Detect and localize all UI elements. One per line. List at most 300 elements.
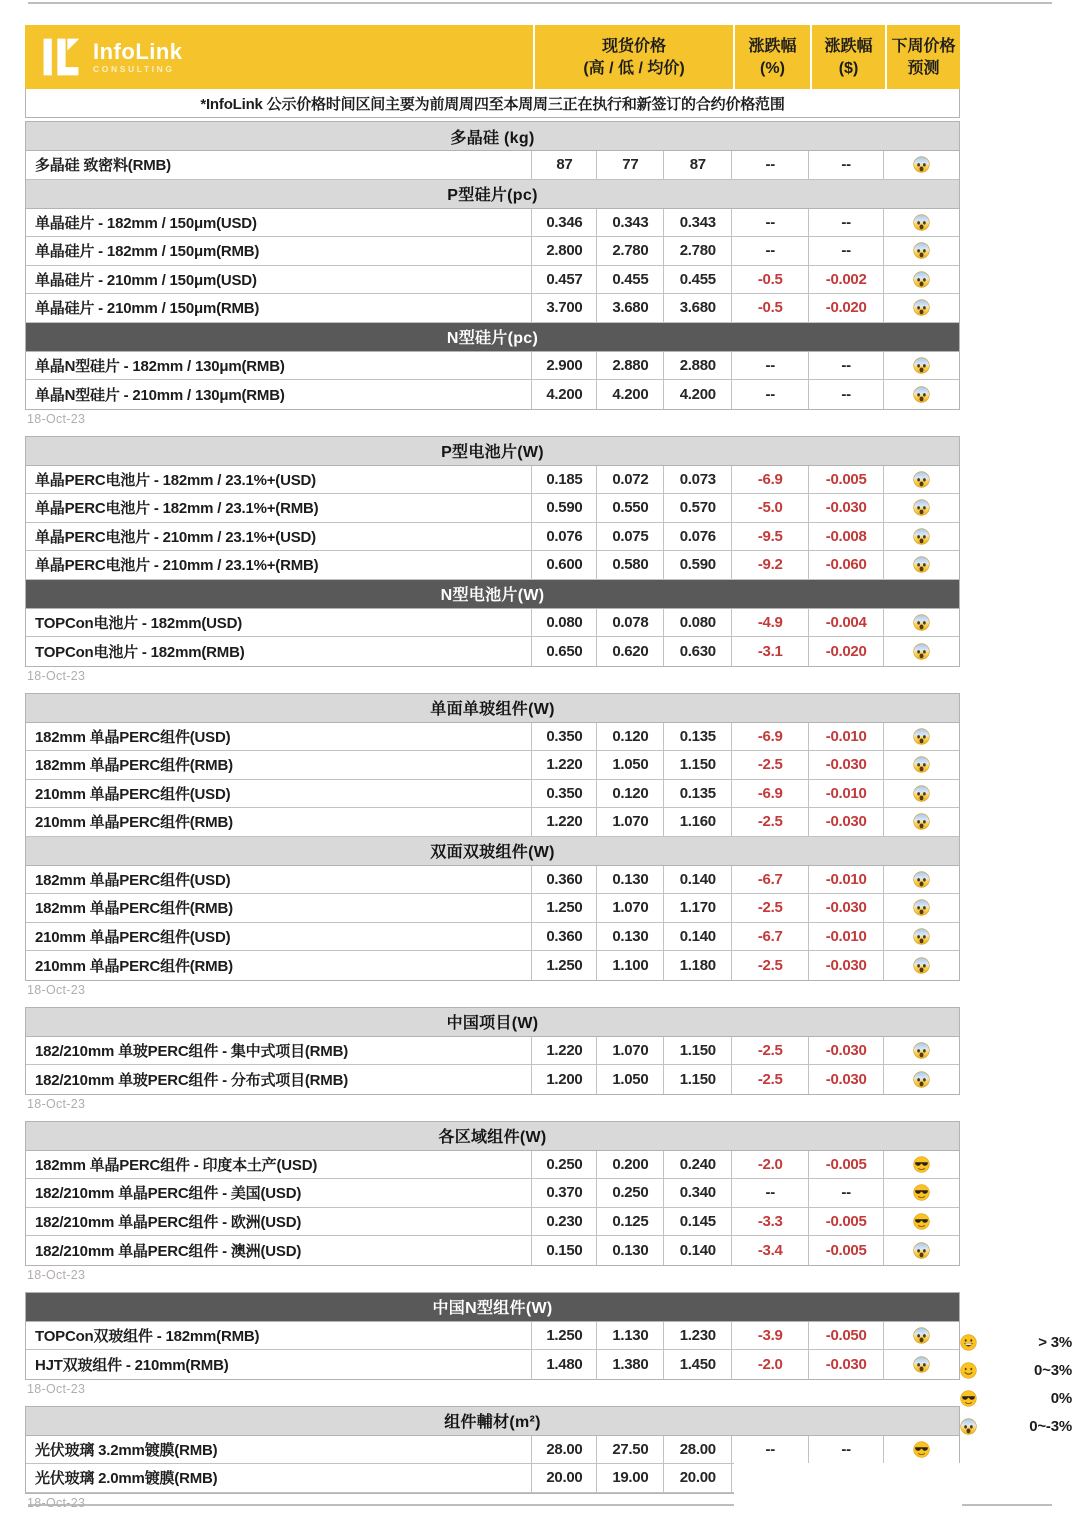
avg-price-cell-value: 87 <box>689 156 706 174</box>
low-price-cell <box>597 1151 664 1179</box>
scream-face-icon <box>913 785 930 802</box>
avg-price-cell <box>664 1037 732 1065</box>
high-price-cell <box>532 894 597 922</box>
cool-face-icon <box>913 1441 930 1458</box>
low-price-cell <box>597 894 664 922</box>
forecast-cell <box>884 609 959 637</box>
avg-price-cell <box>664 1236 732 1265</box>
change-usd-cell <box>809 551 884 579</box>
row-label-value: 多晶硅 致密料(RMB) <box>35 157 171 175</box>
low-price-cell-value: 0.075 <box>612 527 649 545</box>
row-label <box>26 866 532 894</box>
high-price-cell-value: 0.250 <box>546 1155 583 1173</box>
block-date: 18-Oct-23 <box>27 1495 86 1510</box>
price-row <box>26 551 959 580</box>
change-pct-cell <box>732 894 809 922</box>
change-pct-cell <box>732 380 809 409</box>
avg-price-cell-value: 0.140 <box>679 927 716 945</box>
forecast-cell <box>884 209 959 237</box>
high-price-cell-value: 0.370 <box>546 1184 583 1202</box>
low-price-cell-value: 0.078 <box>612 613 649 631</box>
change-pct-cell <box>732 209 809 237</box>
scream-face-icon <box>913 299 930 316</box>
change-usd-cell <box>809 1350 884 1379</box>
low-price-cell <box>597 609 664 637</box>
change-pct-cell-value: -2.5 <box>757 956 783 974</box>
change-usd-cell-value: -- <box>841 385 851 403</box>
row-label-value: 182mm 单晶PERC组件(RMB) <box>35 757 233 775</box>
section-header: P型硅片(pc) <box>26 180 959 209</box>
high-price-cell <box>532 466 597 494</box>
section-header: 各区域组件(W) <box>26 1122 959 1151</box>
avg-price-cell-value: 1.150 <box>679 756 716 774</box>
low-price-cell <box>597 1350 664 1379</box>
price-row <box>26 237 959 266</box>
change-pct-cell <box>732 237 809 265</box>
scream-face-icon <box>913 957 930 974</box>
price-row <box>26 808 959 837</box>
scream-face-icon <box>913 928 930 945</box>
price-row <box>26 1037 959 1066</box>
change-pct-cell-value: -6.9 <box>757 470 783 488</box>
high-price-cell-value: 0.600 <box>546 556 583 574</box>
row-label <box>26 237 532 265</box>
avg-price-cell-value: 0.076 <box>679 527 716 545</box>
price-row <box>26 951 959 980</box>
change-usd-cell <box>809 723 884 751</box>
scream-face-icon <box>913 1042 930 1059</box>
row-label-value: 光伏玻璃 2.0mm镀膜(RMB) <box>35 1470 218 1488</box>
high-price-cell <box>532 1350 597 1379</box>
change-usd-cell-value: -0.030 <box>825 1041 867 1059</box>
low-price-cell <box>597 523 664 551</box>
change-usd-cell <box>809 209 884 237</box>
low-price-cell-value: 0.130 <box>612 927 649 945</box>
scream-face-icon <box>913 1356 930 1373</box>
row-label <box>26 951 532 980</box>
top-border-line <box>28 2 1052 4</box>
price-row <box>26 637 959 666</box>
scream-face-icon <box>913 614 930 631</box>
high-price-cell <box>532 151 597 179</box>
row-label <box>26 209 532 237</box>
legend-label: 0~3% <box>1034 1362 1072 1379</box>
change-pct-cell-value: -- <box>765 1184 775 1202</box>
high-price-cell <box>532 1151 597 1179</box>
row-label <box>26 609 532 637</box>
low-price-cell-value: 77 <box>622 156 639 174</box>
change-pct-cell <box>732 266 809 294</box>
low-price-cell <box>597 637 664 666</box>
table-block <box>25 1292 960 1380</box>
legend-label: > 3% <box>1038 1334 1072 1351</box>
change-pct-cell <box>732 294 809 322</box>
high-price-cell <box>532 494 597 522</box>
price-row <box>26 151 959 180</box>
high-price-cell <box>532 1236 597 1265</box>
change-pct-cell-value: -6.7 <box>757 870 783 888</box>
cool-face-icon <box>960 1390 977 1407</box>
price-row <box>26 894 959 923</box>
low-price-cell <box>597 237 664 265</box>
forecast-cell <box>884 723 959 751</box>
forecast-cell <box>884 894 959 922</box>
change-pct-cell-value: -3.1 <box>757 642 783 660</box>
change-pct-cell-value: -6.9 <box>757 784 783 802</box>
change-pct-cell-value: -5.0 <box>757 499 783 517</box>
low-price-cell-value: 0.250 <box>612 1184 649 1202</box>
avg-price-cell <box>664 466 732 494</box>
high-price-cell-value: 20.00 <box>546 1469 583 1487</box>
avg-price-cell-value: 3.680 <box>679 299 716 317</box>
avg-price-cell <box>664 923 732 951</box>
forecast-legend <box>960 1334 1072 1446</box>
low-price-cell <box>597 551 664 579</box>
change-pct-cell-value: -3.9 <box>757 1326 783 1344</box>
high-price-cell <box>532 352 597 380</box>
forecast-cell <box>884 1208 959 1236</box>
avg-price-cell-value: 0.135 <box>679 784 716 802</box>
change-usd-cell <box>809 951 884 980</box>
scream-face-icon <box>913 813 930 830</box>
row-label <box>26 780 532 808</box>
change-pct-cell-value: -6.7 <box>757 927 783 945</box>
price-row <box>26 266 959 295</box>
change-pct-cell <box>732 494 809 522</box>
forecast-cell <box>884 637 959 666</box>
blocks-container <box>25 121 960 1510</box>
column-header-change-pct <box>733 25 810 89</box>
legend-item <box>960 1334 1072 1351</box>
price-row <box>26 294 959 323</box>
column-header-change-usd <box>810 25 885 89</box>
high-price-cell-value: 0.346 <box>546 213 583 231</box>
scream-face-icon <box>913 1242 930 1259</box>
block-date: 18-Oct-23 <box>27 1096 86 1111</box>
grin-face-icon <box>960 1334 977 1351</box>
row-label <box>26 751 532 779</box>
change-pct-cell <box>732 609 809 637</box>
high-price-cell-value: 0.080 <box>546 613 583 631</box>
scream-face-icon <box>913 528 930 545</box>
change-usd-cell <box>809 923 884 951</box>
avg-price-cell <box>664 523 732 551</box>
forecast-cell <box>884 1322 959 1350</box>
change-usd-cell <box>809 466 884 494</box>
avg-price-cell-value: 0.340 <box>679 1184 716 1202</box>
change-pct-cell-value: -9.2 <box>757 556 783 574</box>
row-label-value: 单晶硅片 - 210mm / 150μm(USD) <box>35 271 257 289</box>
low-price-cell-value: 1.050 <box>612 756 649 774</box>
table-block <box>25 1406 960 1494</box>
change-usd-cell-value: -0.020 <box>825 642 867 660</box>
low-price-cell-value: 0.343 <box>612 213 649 231</box>
scream-face-icon <box>913 386 930 403</box>
change-pct-cell <box>732 1179 809 1207</box>
change-usd-cell <box>809 352 884 380</box>
change-usd-cell <box>809 380 884 409</box>
avg-price-cell-value: 0.630 <box>679 642 716 660</box>
forecast-cell <box>884 551 959 579</box>
avg-price-cell-value: 1.170 <box>679 899 716 917</box>
low-price-cell <box>597 1037 664 1065</box>
low-price-cell-value: 19.00 <box>612 1469 649 1487</box>
forecast-cell <box>884 151 959 179</box>
high-price-cell <box>532 1464 597 1492</box>
low-price-cell-value: 1.380 <box>612 1355 649 1373</box>
low-price-cell-value: 27.50 <box>612 1440 649 1458</box>
change-usd-cell <box>809 523 884 551</box>
row-label-value: TOPCon双玻组件 - 182mm(RMB) <box>35 1327 260 1345</box>
row-label-value: 单晶PERC电池片 - 182mm / 23.1%+(USD) <box>35 471 316 489</box>
change-pct-cell-value: -4.9 <box>757 613 783 631</box>
infolink-logo-icon <box>39 35 83 79</box>
scream-face-icon <box>913 271 930 288</box>
avg-price-cell <box>664 237 732 265</box>
row-label <box>26 894 532 922</box>
change-usd-cell <box>809 1322 884 1350</box>
change-usd-cell-value: -0.002 <box>825 270 867 288</box>
change-pct-cell <box>732 923 809 951</box>
high-price-cell-value: 4.200 <box>546 385 583 403</box>
high-price-cell <box>532 1436 597 1464</box>
change-usd-cell-value: -0.008 <box>825 527 867 545</box>
avg-price-cell-value: 0.240 <box>679 1155 716 1173</box>
high-price-cell-value: 0.350 <box>546 727 583 745</box>
smile-face-icon <box>960 1362 977 1379</box>
column-header-spot-price <box>533 25 733 89</box>
scream-face-icon <box>913 357 930 374</box>
price-row <box>26 1236 959 1265</box>
scream-face-icon <box>960 1418 977 1435</box>
low-price-cell-value: 1.100 <box>612 956 649 974</box>
low-price-cell <box>597 1322 664 1350</box>
row-label-value: 单晶硅片 - 210mm / 150μm(RMB) <box>35 300 260 318</box>
change-pct-cell <box>732 780 809 808</box>
change-usd-cell <box>809 1179 884 1207</box>
row-label <box>26 1037 532 1065</box>
change-pct-cell-value: -- <box>765 385 775 403</box>
change-pct-cell <box>732 1236 809 1265</box>
row-label-value: 182/210mm 单玻PERC组件 - 分布式项目(RMB) <box>35 1071 349 1089</box>
change-pct-cell <box>732 751 809 779</box>
avg-price-cell-value: 0.145 <box>679 1212 716 1230</box>
price-row <box>26 609 959 638</box>
row-label <box>26 494 532 522</box>
low-price-cell-value: 0.125 <box>612 1212 649 1230</box>
scream-face-icon <box>913 1327 930 1344</box>
row-label-value: 182/210mm 单玻PERC组件 - 集中式项目(RMB) <box>35 1042 349 1060</box>
high-price-cell <box>532 923 597 951</box>
avg-price-cell <box>664 352 732 380</box>
scream-face-icon <box>913 1071 930 1088</box>
scream-face-icon <box>913 499 930 516</box>
low-price-cell <box>597 1208 664 1236</box>
avg-price-cell-value: 0.135 <box>679 727 716 745</box>
infolink-logo <box>39 35 183 79</box>
change-pct-cell-value: -0.5 <box>757 270 783 288</box>
forecast-cell <box>884 1151 959 1179</box>
change-usd-cell-value: -0.030 <box>825 1355 867 1373</box>
avg-price-cell <box>664 551 732 579</box>
price-row <box>26 1065 959 1094</box>
high-price-cell <box>532 551 597 579</box>
table-block <box>25 693 960 981</box>
avg-price-cell-value: 1.450 <box>679 1355 716 1373</box>
low-price-cell <box>597 866 664 894</box>
scream-face-icon <box>913 728 930 745</box>
avg-price-cell-value: 0.080 <box>679 613 716 631</box>
avg-price-cell <box>664 1350 732 1379</box>
change-pct-cell <box>732 352 809 380</box>
block-date: 18-Oct-23 <box>27 668 86 683</box>
high-price-cell <box>532 294 597 322</box>
price-row <box>26 751 959 780</box>
scream-face-icon <box>913 556 930 573</box>
change-pct-cell-value: -- <box>765 1440 775 1458</box>
change-usd-cell <box>809 1037 884 1065</box>
scream-face-icon <box>913 156 930 173</box>
change-usd-cell <box>809 266 884 294</box>
price-row <box>26 523 959 552</box>
price-row <box>26 494 959 523</box>
change-usd-cell-value: -0.010 <box>825 927 867 945</box>
high-price-cell <box>532 209 597 237</box>
block-date: 18-Oct-23 <box>27 1267 86 1282</box>
row-label <box>26 637 532 666</box>
change-pct-cell-value: -2.0 <box>757 1155 783 1173</box>
row-label-value: 182mm 单晶PERC组件(RMB) <box>35 900 233 918</box>
price-row <box>26 1208 959 1237</box>
low-price-cell <box>597 352 664 380</box>
change-usd-cell <box>809 894 884 922</box>
avg-price-cell-value: 0.570 <box>679 499 716 517</box>
low-price-cell <box>597 294 664 322</box>
high-price-cell-value: 1.250 <box>546 956 583 974</box>
high-price-cell-value: 0.457 <box>546 270 583 288</box>
price-row <box>26 780 959 809</box>
row-label <box>26 266 532 294</box>
avg-price-cell-value: 2.780 <box>679 242 716 260</box>
avg-price-cell <box>664 637 732 666</box>
change-pct-cell <box>732 1322 809 1350</box>
section-header: 组件輔材(m²) <box>26 1407 959 1436</box>
forecast-cell <box>884 466 959 494</box>
row-label-value: 182/210mm 单晶PERC组件 - 澳洲(USD) <box>35 1242 302 1260</box>
price-row <box>26 923 959 952</box>
change-pct-cell <box>732 866 809 894</box>
change-pct-cell-value: -2.5 <box>757 899 783 917</box>
low-price-cell-value: 0.120 <box>612 784 649 802</box>
low-price-cell-value: 1.070 <box>612 1041 649 1059</box>
row-label <box>26 1464 532 1492</box>
change-pct-cell <box>732 723 809 751</box>
block-date: 18-Oct-23 <box>27 1381 86 1396</box>
change-usd-cell-value: -0.005 <box>825 470 867 488</box>
row-label-value: 单晶硅片 - 182mm / 150μm(RMB) <box>35 243 260 261</box>
high-price-cell-value: 1.220 <box>546 813 583 831</box>
change-usd-cell <box>809 237 884 265</box>
price-row <box>26 1179 959 1208</box>
change-pct-cell-value: -2.5 <box>757 1070 783 1088</box>
row-label <box>26 1208 532 1236</box>
avg-price-cell <box>664 780 732 808</box>
low-price-cell-value: 4.200 <box>612 385 649 403</box>
high-price-cell <box>532 609 597 637</box>
change-pct-cell <box>732 1350 809 1379</box>
change-pct-cell <box>732 808 809 836</box>
low-price-cell <box>597 1179 664 1207</box>
row-label-value: 210mm 单晶PERC组件(USD) <box>35 928 231 946</box>
price-row <box>26 466 959 495</box>
scream-face-icon <box>913 899 930 916</box>
high-price-cell <box>532 780 597 808</box>
low-price-cell-value: 1.070 <box>612 899 649 917</box>
low-price-cell <box>597 1065 664 1094</box>
avg-price-cell-value: 0.455 <box>679 270 716 288</box>
avg-price-cell <box>664 1151 732 1179</box>
change-usd-cell <box>809 751 884 779</box>
avg-price-cell <box>664 723 732 751</box>
avg-price-cell <box>664 1065 732 1094</box>
change-pct-cell-value: -2.0 <box>757 1355 783 1373</box>
price-row <box>26 1436 959 1465</box>
low-price-cell-value: 0.120 <box>612 727 649 745</box>
row-label <box>26 352 532 380</box>
scream-face-icon <box>913 214 930 231</box>
change-pct-cell <box>732 151 809 179</box>
avg-price-cell <box>664 951 732 980</box>
header-logo-cell <box>25 25 533 89</box>
change-usd-cell-value: -0.060 <box>825 556 867 574</box>
high-price-cell-value: 0.150 <box>546 1241 583 1259</box>
avg-price-cell-value: 28.00 <box>679 1440 716 1458</box>
row-label <box>26 1350 532 1379</box>
low-price-cell-value: 3.680 <box>612 299 649 317</box>
change-pct-cell <box>732 1037 809 1065</box>
avg-price-cell <box>664 808 732 836</box>
change-usd-cell <box>809 866 884 894</box>
cool-face-icon <box>913 1213 930 1230</box>
low-price-cell <box>597 780 664 808</box>
low-price-cell-value: 0.620 <box>612 642 649 660</box>
legend-item <box>960 1418 1072 1435</box>
section-header: 多晶硅 (kg) <box>26 122 959 151</box>
row-label-value: 210mm 单晶PERC组件(RMB) <box>35 957 233 975</box>
forecast-cell <box>884 266 959 294</box>
avg-price-cell-value: 2.880 <box>679 356 716 374</box>
change-usd-cell <box>809 1208 884 1236</box>
high-price-cell-value: 2.900 <box>546 356 583 374</box>
row-label <box>26 723 532 751</box>
price-row <box>26 209 959 238</box>
high-price-cell <box>532 723 597 751</box>
cool-face-icon <box>913 1156 930 1173</box>
change-usd-cell-value: -0.010 <box>825 727 867 745</box>
row-label-value: 182mm 单晶PERC组件 - 印度本土产(USD) <box>35 1156 318 1174</box>
change-pct-label: 涨跌幅 <box>748 37 797 55</box>
section-header: P型电池片(W) <box>26 437 959 466</box>
low-price-cell <box>597 723 664 751</box>
high-price-cell <box>532 1065 597 1094</box>
avg-price-cell <box>664 294 732 322</box>
forecast-cell <box>884 1179 959 1207</box>
change-usd-cell-value: -0.030 <box>825 756 867 774</box>
low-price-cell <box>597 266 664 294</box>
change-usd-cell-value: -0.005 <box>825 1155 867 1173</box>
avg-price-cell <box>664 1436 732 1464</box>
high-price-cell <box>532 751 597 779</box>
